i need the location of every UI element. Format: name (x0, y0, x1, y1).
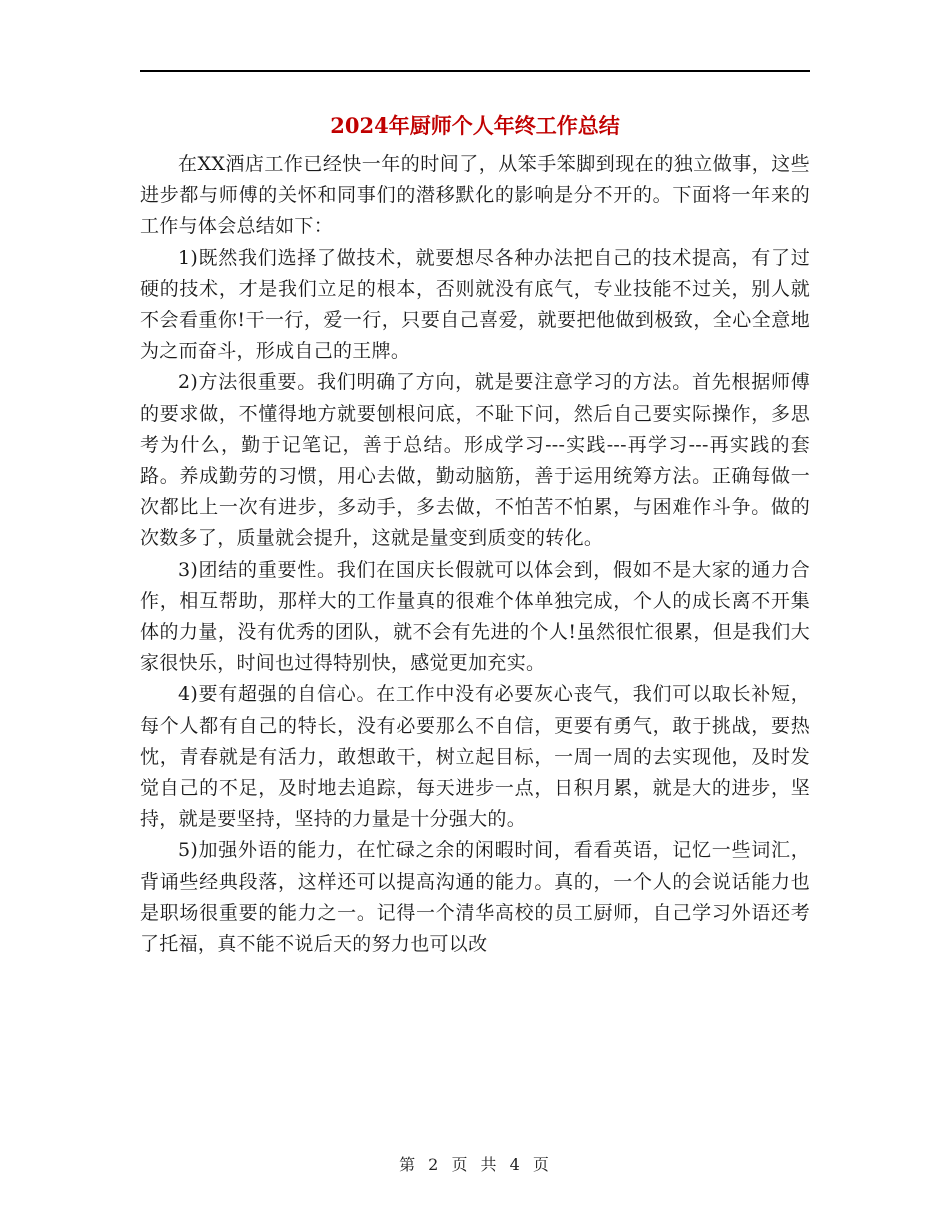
paragraph-1: 1)既然我们选择了做技术，就要想尽各种办法把自己的技术提高，有了过硬的技术，才是我们立足的根本，否则就没有底气，专业技能不过关，别人就不会看重你!干一行，爱一行，只要自己喜爱，就要把他做到极致，全心全意地为之而奋斗，形成自己的王牌。 (140, 246, 810, 363)
paragraph-intro: 在XX酒店工作已经快一年的时间了，从笨手笨脚到现在的独立做事，这些进步都与师傅的关怀和同事们的潜移默化的影响是分不开的。下面将一年来的工作与体会总结如下： (140, 153, 810, 238)
header-rule (140, 70, 810, 72)
paragraph-5: 5)加强外语的能力，在忙碌之余的闲暇时间，看看英语，记忆一些词汇，背诵些经典段落，这样还可以提高沟通的能力。真的，一个人的会说话能力也是职场很重要的能力之一。记得一个清华高校的员工厨师，自己学习外语还考了托福，真不能不说后天的努力也可以改 (140, 839, 810, 956)
paragraph-3: 3)团结的重要性。我们在国庆长假就可以体会到，假如不是大家的通力合作，相互帮助，那样大的工作量真的很难个体单独完成，个人的成长离不开集体的力量，没有优秀的团队，就不会有先进的个人!虽然很忙很累，但是我们大家很快乐，时间也过得特别快，感觉更加充实。 (140, 558, 810, 675)
document-title: 2024年厨师个人年终工作总结 (330, 113, 620, 138)
paragraph-4: 4)要有超强的自信心。在工作中没有必要灰心丧气，我们可以取长补短，每个人都有自己的特长，没有必要那么不自信，更要有勇气，敢于挑战，要热忱，青春就是有活力，敢想敢干，树立起目标，一周一周的去实现他，及时发觉自己的不足，及时地去追踪，每天进步一点，日积月累，就是大的进步，坚持，就是要坚持，坚持的力量是十分强大的。 (140, 683, 810, 831)
page-number-footer: 第 2 页 共 4 页 (399, 1155, 551, 1174)
paragraph-2: 2)方法很重要。我们明确了方向，就是要注意学习的方法。首先根据师傅的要求做，不懂得地方就要刨根问底，不耻下问，然后自己要实际操作，多思考为什么，勤于记笔记，善于总结。形成学习---实践---再学习---再实践的套路。养成勤劳的习惯，用心去做，勤动脑筋，善于运用统筹方法。正确每做一次都比上一次有进步，多动手，多去做，不怕苦不怕累，与困难作斗争。做的次数多了，质量就会提升，这就是量变到质变的转化。 (140, 371, 810, 550)
document-body (140, 149, 810, 960)
